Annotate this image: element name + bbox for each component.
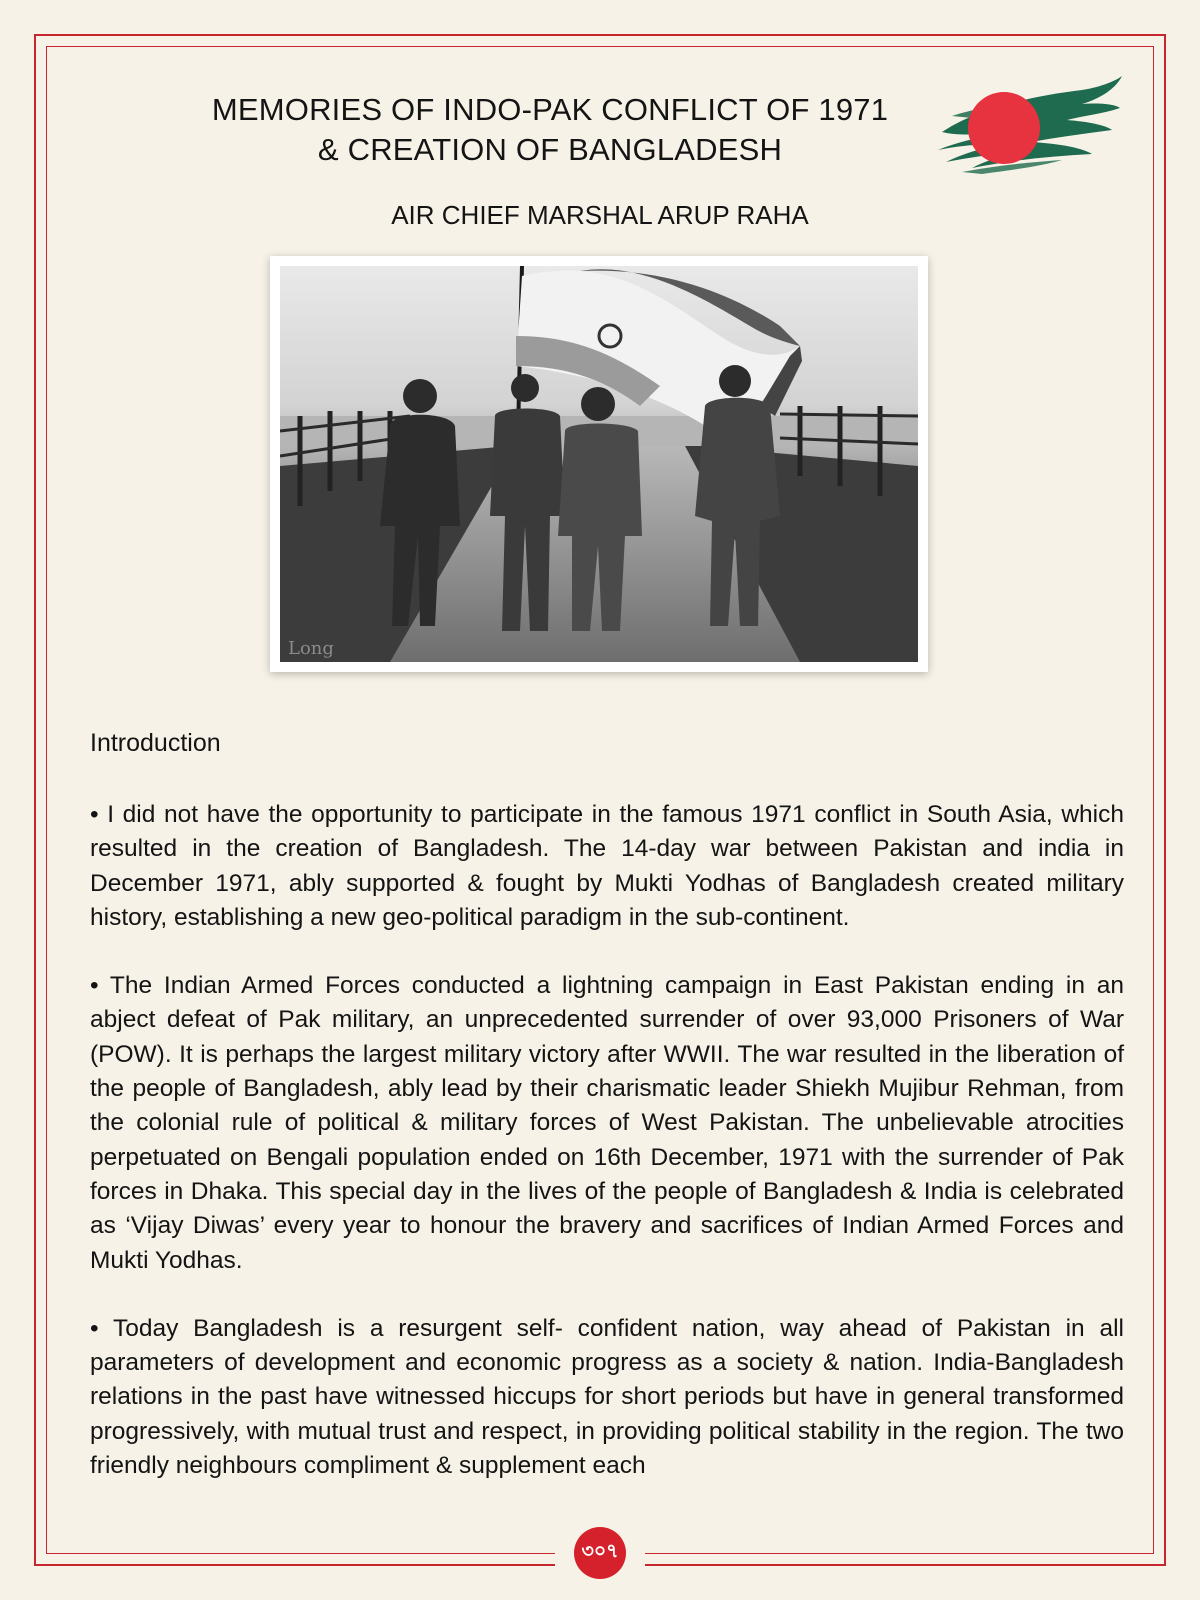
soldiers-with-flag-photo [280, 266, 918, 662]
historic-photo [270, 256, 928, 672]
author-name: AIR CHIEF MARSHAL ARUP RAHA [391, 200, 809, 230]
paragraph: • I did not have the opportunity to participate in the famous 1971 conflict in South Asia, which resulted in the creation of Bangladesh. The 14-day war between Pakistan and india in December 1971, ably supported & fought by Mukti Yodhas of Bangladesh created military history, establishing a new geo-political paradigm in the sub-continent. [90, 801, 1124, 931]
title-line-1: MEMORIES OF INDO-PAK CONFLICT OF 1971 [211, 92, 889, 127]
bangladesh-flag-icon [932, 72, 1126, 176]
article-body [90, 798, 1124, 1517]
paragraph: • Today Bangladesh is a resurgent self- confident nation, way ahead of Pakistan in all parameters of development and economic progress as a society & nation. India-Bangladesh relations in the past have witnessed hiccups for short periods but have in general transformed progressively, with mutual trust and respect, in providing political stability in the region. The two friendly neighbours compliment & supplement each [90, 1314, 1124, 1480]
paragraph: • The Indian Armed Forces conducted a lightning campaign in East Pakistan ending in an abject defeat of Pak military, an unprecedented surrender of over 93,000 Prisoners of War (POW). It is perhaps the largest military victory after WWII. The war resulted in the liberation of the people of Bangladesh, ably lead by their charismatic leader Shiekh Mujibur Rehman, from the colonial rule of political & military forces of West Pakistan. The unbelievable atrocities perpetuated on Bengali population ended on 16th December, 1971 with the surrender of Pak forces in Dhaka. This special day in the lives of the people of Bangladesh & India is celebrated as ‘Vijay Diwas’ every year to honour the bravery and sacrifices of Indian Armed Forces and Mukti Yodhas. [90, 972, 1124, 1274]
photo-watermark: Long [288, 638, 334, 659]
section-heading: Introduction [90, 729, 221, 757]
page-title [150, 90, 950, 170]
title-line-2: & CREATION OF BANGLADESH [317, 132, 783, 167]
page-number-badge: ৩০৭ [574, 1527, 626, 1579]
